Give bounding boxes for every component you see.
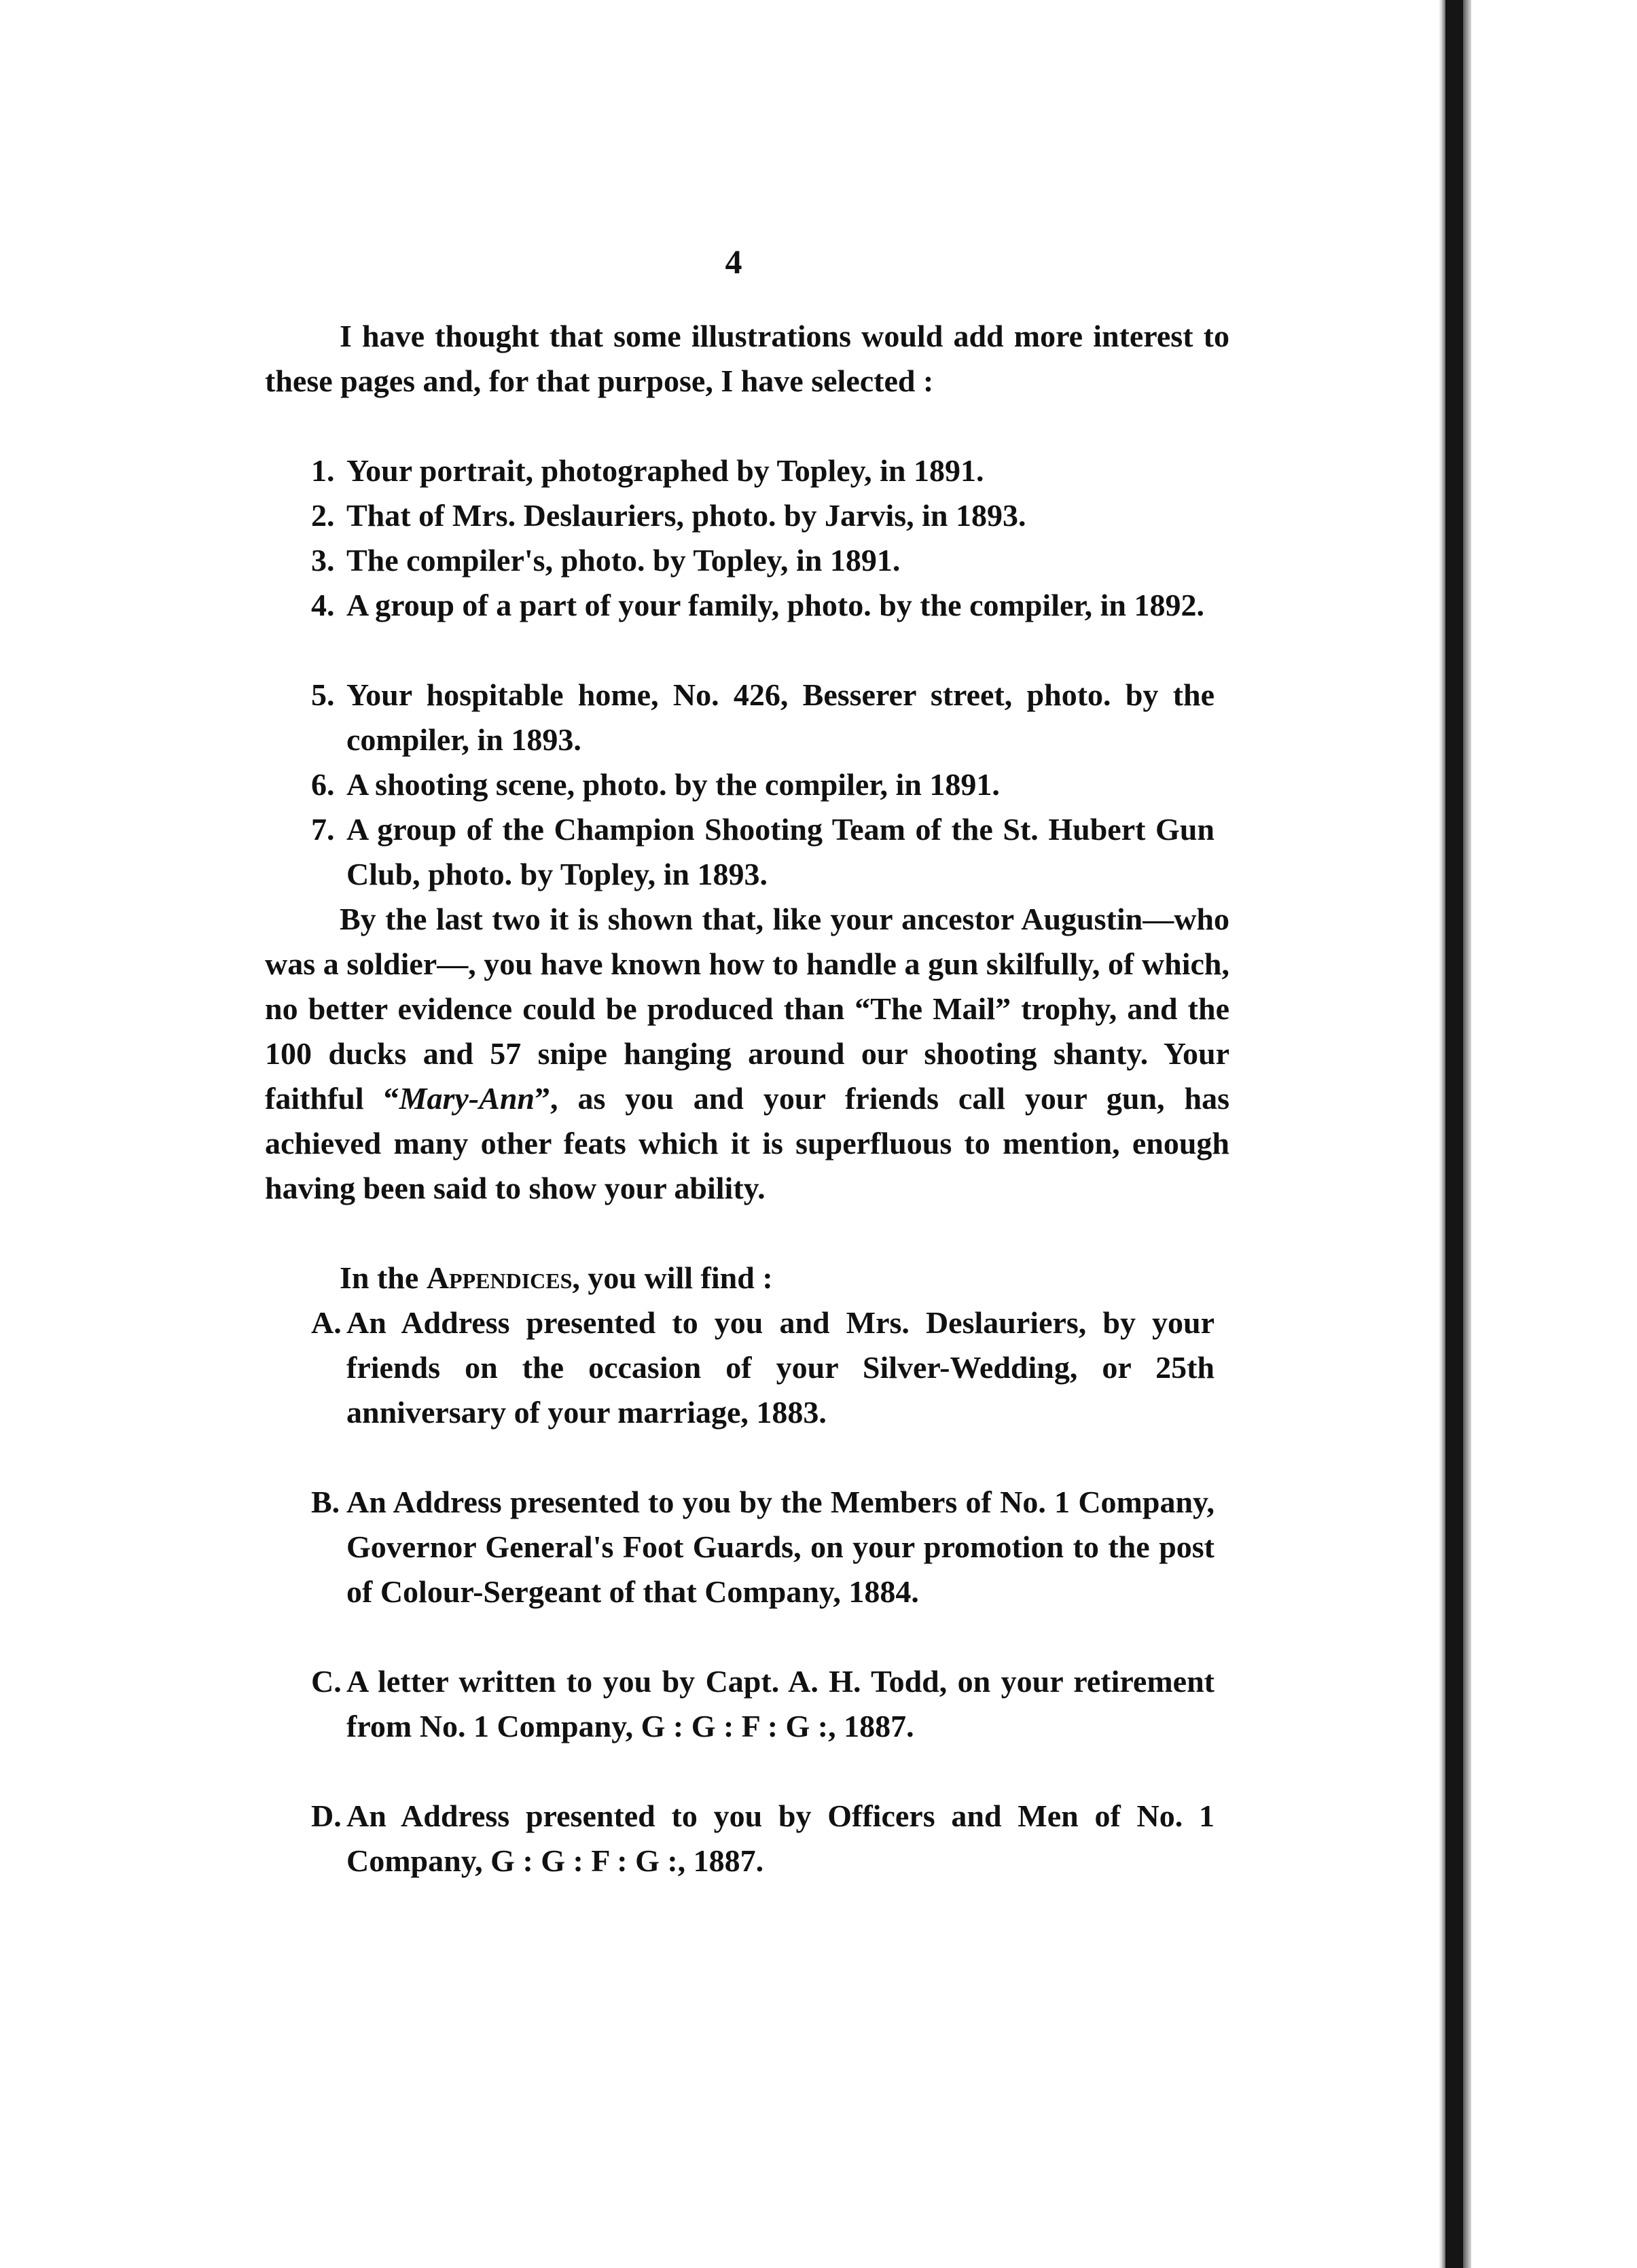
illustration-item (311, 807, 1215, 897)
list-marker: A. (311, 1305, 342, 1340)
list-marker: 2. (311, 498, 335, 533)
list-item-text: An Address presented to you and Mrs. Deslauriers, by your friends on the occasion of your Silver-Wedding, or 25th anniversary of your marriage, 1883. (346, 1305, 1215, 1430)
appendix-item (311, 1300, 1215, 1435)
list-item-text: A group of a part of your family, photo. by the compiler, in 1892. (346, 588, 1204, 622)
list-item-text: Your hospitable home, No. 426, Besserer street, photo. by the compiler, in 1893. (346, 677, 1215, 757)
shooting-text-end: ”, as you and your friends call your gun, has achieved many other feats which it is superfluous to mention, enough having been said to show your ability. (265, 1081, 1229, 1205)
appendix-item (311, 1659, 1215, 1749)
list-marker: B. (311, 1485, 340, 1519)
list-marker: C. (311, 1664, 342, 1699)
intro-paragraph: I have thought that some illustrations would add more interest to these pages and, for that purpose, I have selected : (265, 319, 1229, 398)
list-item-text: An Address presented to you by Officers and Men of No. 1 Company, G : G : F : G :, 1887. (346, 1799, 1215, 1878)
list-marker: 6. (311, 767, 335, 802)
list-item-text: That of Mrs. Deslauriers, photo. by Jarvis, in 1893. (346, 498, 1026, 533)
list-item-text: A shooting scene, photo. by the compiler, in 1891. (346, 767, 1000, 802)
list-marker: 7. (311, 812, 335, 847)
list-item-text: The compiler's, photo. by Topley, in 1891. (346, 543, 901, 578)
illustration-item (311, 673, 1215, 762)
gun-name: Mary-Ann (399, 1081, 535, 1116)
binding-shadow (1439, 0, 1445, 2268)
shooting-text-start: By the last two it is shown that, like your ancestor Augustin—who was a soldier—, you have known how to handle a gun skilfully, of which, no better evidence could be produced than “The Mail” trophy, and the 100 ducks and 57 snipe hanging around our shooting shanty. Your faithful “ (265, 902, 1229, 1116)
appendices-heading: Appendices (426, 1260, 573, 1295)
binding-highlight (1463, 0, 1471, 2268)
list-marker: 5. (311, 677, 335, 712)
illustration-item (311, 448, 1215, 493)
list-item-text: An Address presented to you by the Members of No. 1 Company, Governor General's Foot Guards, on your promotion to the post of Colour-Sergeant of that Company, 1884. (346, 1485, 1215, 1609)
appendices-intro-start: In the (340, 1260, 427, 1295)
shooting-paragraph (265, 897, 1229, 1211)
list-marker: 3. (311, 543, 335, 578)
appendix-item (311, 1794, 1215, 1883)
illustration-item (311, 583, 1215, 628)
appendix-item (311, 1480, 1215, 1614)
page-number: 4 (725, 243, 742, 281)
illustration-item (311, 493, 1215, 538)
appendices-intro-end: , you will find : (572, 1260, 773, 1295)
appendices-intro (265, 1256, 1229, 1300)
list-marker: 4. (311, 588, 335, 622)
list-item-text: A letter written to you by Capt. A. H. Todd, on your retirement from No. 1 Company, G : G : F : G :, 1887. (346, 1664, 1215, 1743)
list-item-text: Your portrait, photographed by Topley, in 1891. (346, 453, 984, 488)
list-item-text: A group of the Champion Shooting Team of the St. Hubert Gun Club, photo. by Topley, in 1893. (346, 812, 1215, 891)
list-marker: D. (311, 1799, 342, 1833)
illustration-item (311, 762, 1215, 807)
binding-edge (1445, 0, 1463, 2268)
illustration-item (311, 538, 1215, 583)
page-margin-right (1471, 0, 1637, 2268)
list-marker: 1. (311, 453, 335, 488)
